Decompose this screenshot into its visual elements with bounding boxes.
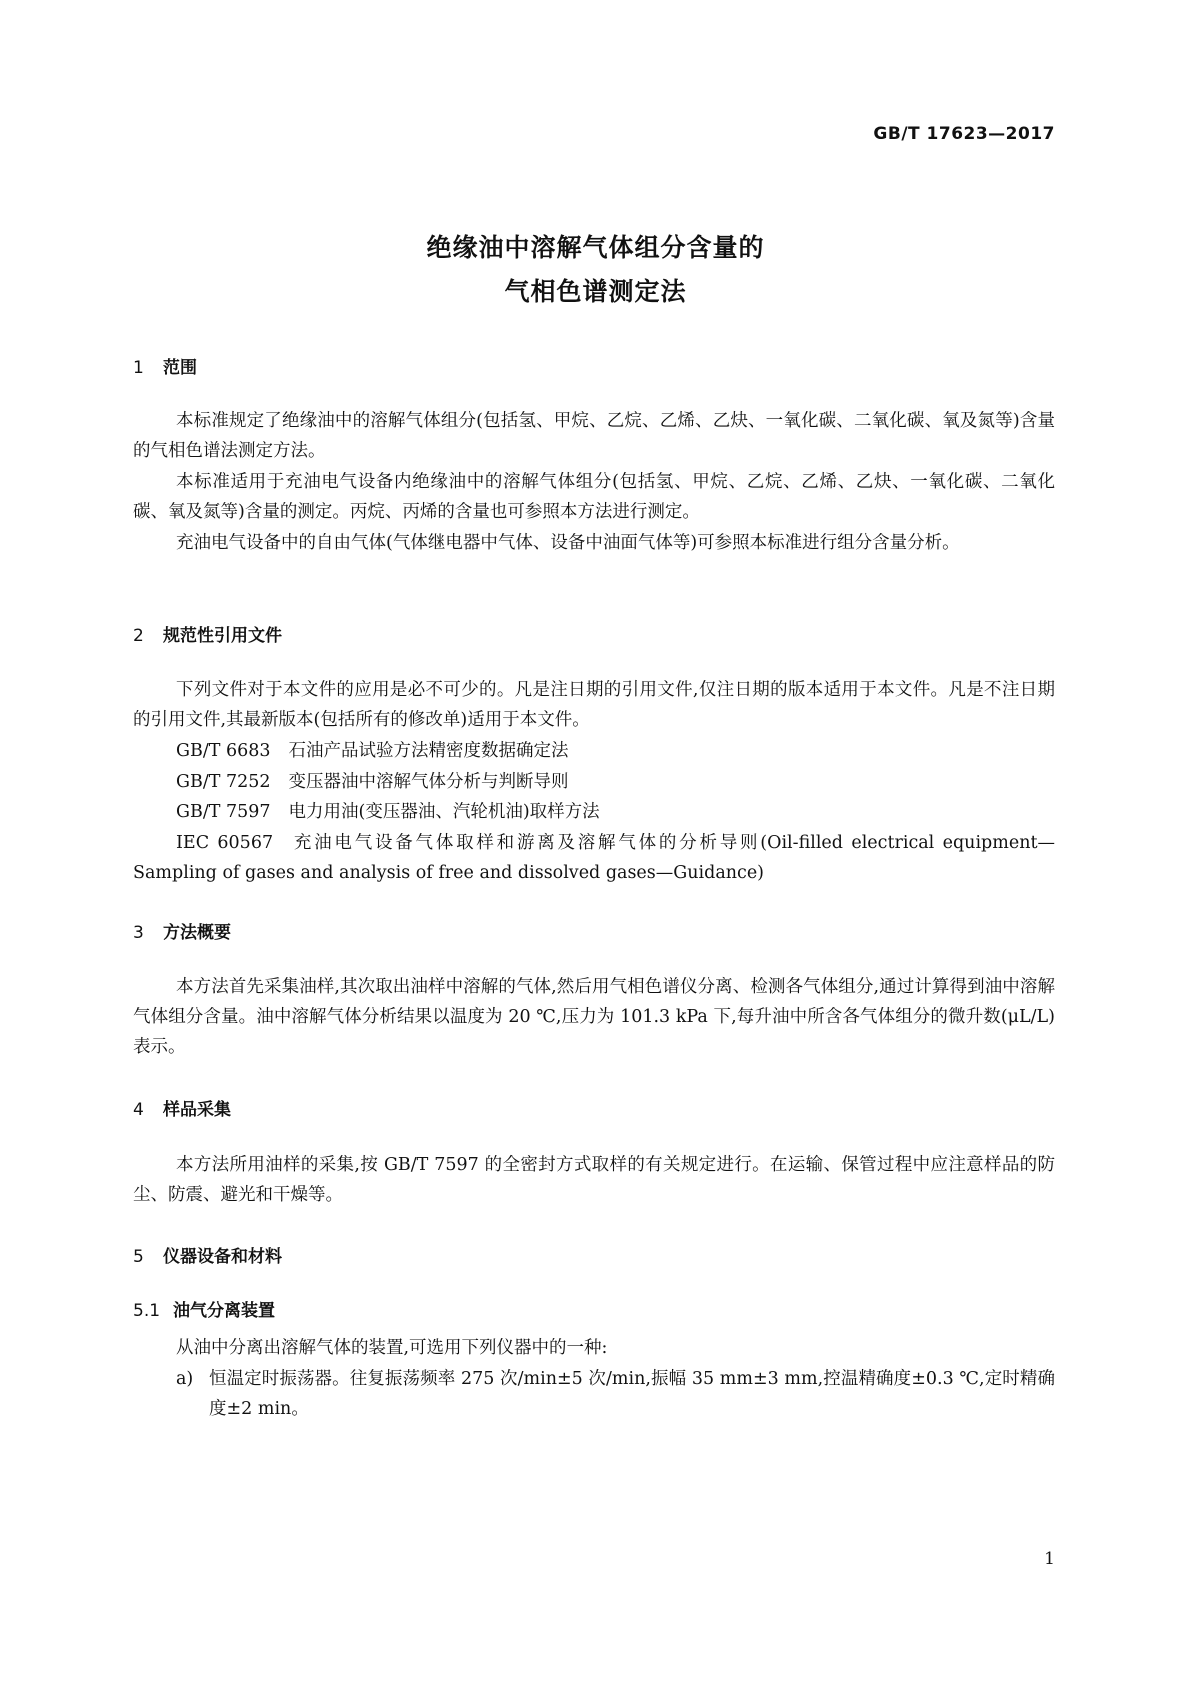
list-item-text: 恒温定时振荡器。往复振荡频率 275 次/min±5 次/min,振幅 35 mm±3 mm,控温精确度±0.3 ℃,定时精确度±2 min。 <box>209 1369 1055 1419</box>
reference-code: GB/T 7597 <box>176 802 271 822</box>
document-title <box>0 226 1191 314</box>
section-1-heading <box>133 353 197 378</box>
section-1-paragraph-3: 充油电气设备中的自由气体(气体继电器中气体、设备中油面气体等)可参照本标准进行组分含量分析。 <box>176 533 960 553</box>
section-number: 1 <box>133 358 144 378</box>
list-item <box>176 1364 1055 1424</box>
section-number: 3 <box>133 923 144 943</box>
section-5-1-heading <box>133 1296 275 1321</box>
reference-title: 石油产品试验方法精密度数据确定法 <box>288 741 569 761</box>
section-title: 仪器设备和材料 <box>163 1247 282 1267</box>
section-title: 样品采集 <box>163 1100 231 1120</box>
section-number: 2 <box>133 626 144 646</box>
section-1-paragraph-1: 本标准规定了绝缘油中的溶解气体组分(包括氢、甲烷、乙烷、乙烯、乙炔、一氧化碳、二氧化碳、氧及氮等)含量的气相色谱法测定方法。 <box>133 411 1055 461</box>
section-number: 4 <box>133 1100 144 1120</box>
section-2-paragraph-1: 下列文件对于本文件的应用是必不可少的。凡是注日期的引用文件,仅注日期的版本适用于本文件。凡是不注日期的引用文件,其最新版本(包括所有的修改单)适用于本文件。 <box>133 680 1055 730</box>
reference-entry <box>133 828 1055 888</box>
section-3-heading <box>133 918 231 943</box>
section-number: 5.1 <box>133 1301 161 1321</box>
list-marker: a) <box>176 1369 194 1389</box>
reference-title: 变压器油中溶解气体分析与判断导则 <box>288 772 569 792</box>
reference-code: GB/T 6683 <box>176 741 271 761</box>
reference-title: 充油电气设备气体取样和游离及溶解气体的分析导则(Oil-filled electrical equipment—Sampling of gases and analysis of free and dissolved gases—Guidance) <box>133 833 1055 883</box>
section-5-1-paragraph-1: 从油中分离出溶解气体的装置,可选用下列仪器中的一种: <box>176 1338 608 1358</box>
title-line-2: 气相色谱测定法 <box>504 277 687 306</box>
standard-code: GB/T 17623—2017 <box>873 124 1055 144</box>
section-1-paragraph-2: 本标准适用于充油电气设备内绝缘油中的溶解气体组分(包括氢、甲烷、乙烷、乙烯、乙炔、一氧化碳、二氧化碳、氧及氮等)含量的测定。丙烷、丙烯的含量也可参照本方法进行测定。 <box>133 472 1055 522</box>
reference-title: 电力用油(变压器油、汽轮机油)取样方法 <box>288 802 600 822</box>
reference-entry <box>176 736 569 766</box>
title-line-1: 绝缘油中溶解气体组分含量的 <box>426 233 765 262</box>
reference-code: IEC 60567 <box>176 833 274 853</box>
reference-code: GB/T 7252 <box>176 772 271 792</box>
section-title: 方法概要 <box>163 923 231 943</box>
page-number: 1 <box>1044 1549 1055 1569</box>
reference-entry <box>176 767 569 797</box>
section-5-heading <box>133 1242 282 1267</box>
section-2-heading <box>133 621 282 646</box>
reference-entry <box>176 797 600 827</box>
section-3-paragraph-1: 本方法首先采集油样,其次取出油样中溶解的气体,然后用气相色谱仪分离、检测各气体组分,通过计算得到油中溶解气体组分含量。油中溶解气体分析结果以温度为 20 ℃,压力为 101.3 kPa 下,每升油中所含各气体组分的微升数(μL/L)表示。 <box>133 977 1055 1057</box>
section-number: 5 <box>133 1247 144 1267</box>
section-title: 油气分离装置 <box>173 1301 275 1321</box>
section-title: 规范性引用文件 <box>163 626 282 646</box>
section-4-heading <box>133 1095 231 1120</box>
section-title: 范围 <box>163 358 197 378</box>
section-4-paragraph-1: 本方法所用油样的采集,按 GB/T 7597 的全密封方式取样的有关规定进行。在运输、保管过程中应注意样品的防尘、防震、避光和干燥等。 <box>133 1155 1055 1205</box>
